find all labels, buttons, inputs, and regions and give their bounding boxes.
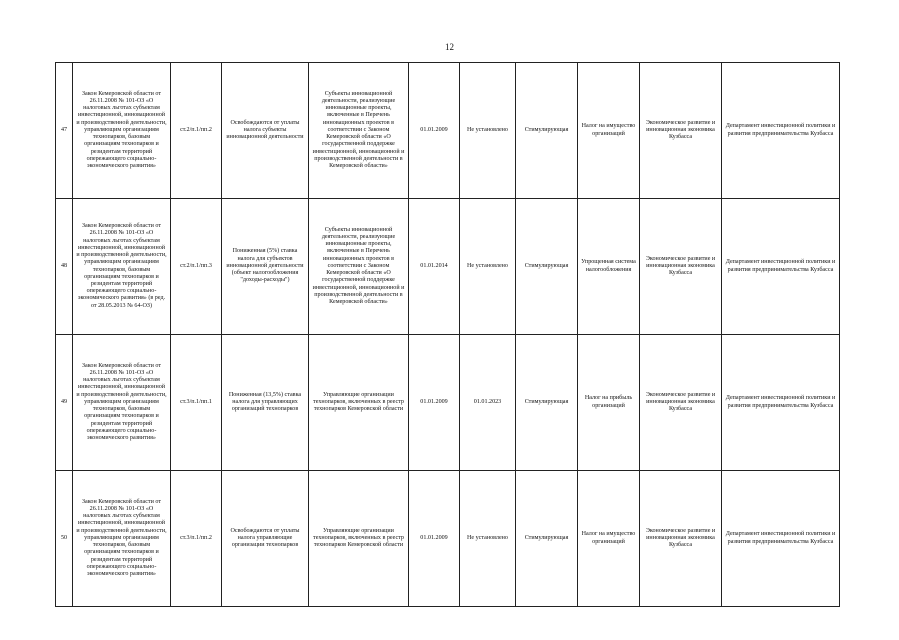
tax-name: Налог на имущество организаций — [578, 471, 640, 607]
benefit-recipients: Управляющие организации технопарков, включенных в реестр технопарков Кемеровской области — [309, 335, 409, 471]
row-number: 50 — [56, 471, 73, 607]
benefit-description: Пониженная (13,5%) ставка налога для управляющих организаций технопарков — [222, 335, 309, 471]
benefit-recipients: Субъекты инновационной деятельности, реализующие инновационные проекты, включенные в Перечень инновационных проектов в соответствии с Законом Кемеровской области «О государственной поддержке инвестиционной, инновационной и производственной деятельности в Кемеровской области» — [309, 199, 409, 335]
start-date: 01.01.2009 — [409, 471, 460, 607]
curator: Департамент инвестиционной политики и развития предпринимательства Кузбасса — [722, 471, 840, 607]
benefit-description: Освобождаются от уплаты налога управляющие организации технопарков — [222, 471, 309, 607]
article-reference: ст.2/п.1/пп.3 — [171, 199, 222, 335]
page-number: 12 — [445, 42, 454, 52]
start-date: 01.01.2014 — [409, 199, 460, 335]
benefit-type: Стимулирующая — [516, 199, 578, 335]
state-program: Экономическое развитие и инновационная экономика Кузбасса — [640, 335, 722, 471]
law-reference: Закон Кемеровской области от 26.11.2008 № 101-ОЗ «О налоговых льготах субъектам инвестиционной, инновационной и производственной деятельности, управляющим организациям технопарков, базовым организациям технопарков и резидентам территорий опережающего социально-экономического развития» — [73, 471, 171, 607]
law-reference: Закон Кемеровской области от 26.11.2008 № 101-ОЗ «О налоговых льготах субъектам инвестиционной, инновационной и производственной деятельности, управляющим организациям технопарков, базовым организациям технопарков и резидентам территорий опережающего социально-экономического развития» (в ред. от 28.05.2013 № 64-ОЗ) — [73, 199, 171, 335]
curator: Департамент инвестиционной политики и развития предпринимательства Кузбасса — [722, 335, 840, 471]
row-number: 49 — [56, 335, 73, 471]
state-program: Экономическое развитие и инновационная экономика Кузбасса — [640, 63, 722, 199]
law-reference: Закон Кемеровской области от 26.11.2008 № 101-ОЗ «О налоговых льготах субъектам инвестиционной, инновационной и производственной деятельности, управляющим организациям технопарков, базовым организациям технопарков и резидентам территорий опережающего социально-экономического развития» — [73, 63, 171, 199]
table-row — [56, 471, 840, 607]
benefit-recipients: Субъекты инновационной деятельности, реализующие инновационные проекты, включенные в Перечень инновационных проектов в соответствии с Законом Кемеровской области «О государственной поддержке инвестиционной, инновационной и производственной деятельности в Кемеровской области» — [309, 63, 409, 199]
table-row — [56, 199, 840, 335]
benefit-type: Стимулирующая — [516, 63, 578, 199]
curator: Департамент инвестиционной политики и развития предпринимательства Кузбасса — [722, 199, 840, 335]
tax-name: Налог на имущество организаций — [578, 63, 640, 199]
end-date: Не установлено — [460, 63, 516, 199]
tax-benefits-table — [55, 62, 840, 607]
end-date: Не установлено — [460, 471, 516, 607]
tax-name: Налог на прибыль организаций — [578, 335, 640, 471]
benefit-description: Пониженная (5%) ставка налога для субъектов инновационной деятельности (объект налогообложения "доходы-расходы") — [222, 199, 309, 335]
table-row — [56, 63, 840, 199]
tax-name: Упрощенная система налогообложения — [578, 199, 640, 335]
benefit-description: Освобождаются от уплаты налога субъекты инновационной деятельности — [222, 63, 309, 199]
start-date: 01.01.2009 — [409, 63, 460, 199]
benefit-type: Стимулирующая — [516, 471, 578, 607]
benefit-recipients: Управляющие организации технопарков, включенных в реестр технопарков Кемеровской области — [309, 471, 409, 607]
row-number: 47 — [56, 63, 73, 199]
end-date: Не установлено — [460, 199, 516, 335]
article-reference: ст.3/п.1/пп.2 — [171, 471, 222, 607]
table-row — [56, 335, 840, 471]
article-reference: ст.3/п.1/пп.1 — [171, 335, 222, 471]
end-date: 01.01.2023 — [460, 335, 516, 471]
row-number: 48 — [56, 199, 73, 335]
benefit-type: Стимулирующая — [516, 335, 578, 471]
state-program: Экономическое развитие и инновационная экономика Кузбасса — [640, 199, 722, 335]
law-reference: Закон Кемеровской области от 26.11.2008 № 101-ОЗ «О налоговых льготах субъектам инвестиционной, инновационной и производственной деятельности, управляющим организациям технопарков, базовым организациям технопарков и резидентам территорий опережающего социально-экономического развития» — [73, 335, 171, 471]
state-program: Экономическое развитие и инновационная экономика Кузбасса — [640, 471, 722, 607]
article-reference: ст.2/п.1/пп.2 — [171, 63, 222, 199]
start-date: 01.01.2009 — [409, 335, 460, 471]
curator: Департамент инвестиционной политики и развития предпринимательства Кузбасса — [722, 63, 840, 199]
